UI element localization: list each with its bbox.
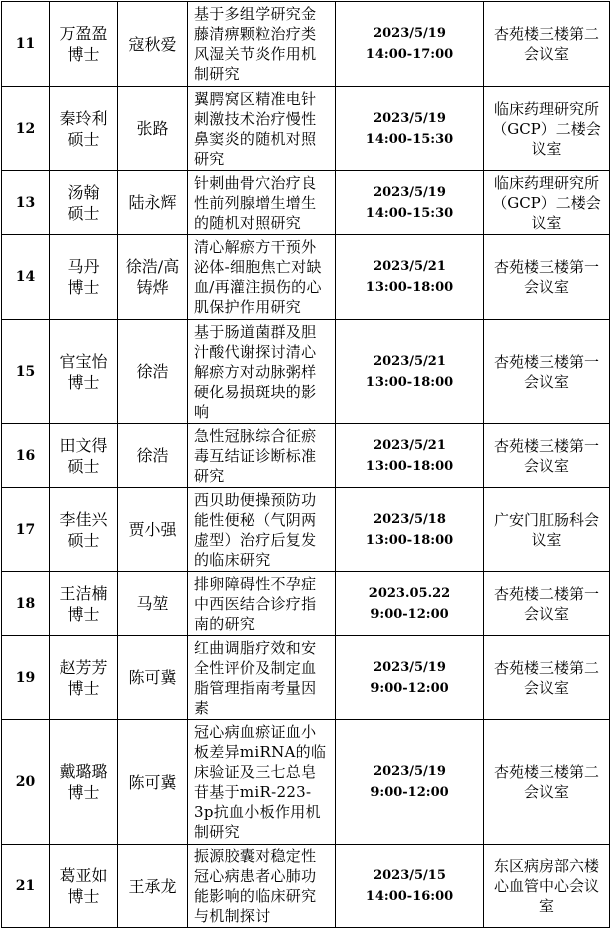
- defense-date: 2023/5/19: [373, 110, 446, 126]
- thesis-title: 排卵障碍性不孕症中西医结合诊疗指南的研究: [188, 572, 336, 636]
- table-row: [2, 488, 610, 572]
- tutor-name: 王承龙: [118, 845, 188, 928]
- defense-location: 杏苑楼三楼第一会议室: [484, 320, 610, 424]
- row-number: 13: [2, 171, 50, 235]
- thesis-title: 西贝助便操预防功能性便秘（气阴两虚型）治疗后复发的临床研究: [188, 488, 336, 572]
- defense-time-cell: [336, 2, 484, 87]
- defense-time: 9:00-12:00: [370, 785, 449, 800]
- student-degree: 硕士: [67, 129, 100, 149]
- student-degree: 博士: [67, 278, 100, 297]
- row-number: 17: [2, 488, 50, 572]
- thesis-title: 清心解瘀方干预外泌体-细胞焦亡对缺血/再灌注损伤的心肌保护作用研究: [188, 235, 336, 320]
- student-name: 戴璐璐: [59, 762, 108, 781]
- row-number: 11: [2, 2, 50, 87]
- table-row: [2, 87, 610, 171]
- tutor-name: 马堃: [118, 572, 188, 636]
- student-degree: 博士: [67, 604, 100, 624]
- student-cell: [50, 845, 118, 928]
- student-degree: 硕士: [67, 456, 100, 476]
- table-row: [2, 171, 610, 235]
- row-number: 15: [2, 320, 50, 424]
- table-row: [2, 572, 610, 636]
- student-name: 赵芳芳: [59, 657, 108, 677]
- defense-date: 2023/5/19: [373, 184, 446, 200]
- defense-time-cell: [336, 87, 484, 171]
- thesis-title: 基于肠道菌群及胆汁酸代谢探讨清心解瘀方对动脉粥样硬化易损斑块的影响: [188, 320, 336, 424]
- defense-date: 2023/5/19: [373, 659, 446, 675]
- student-degree: 博士: [67, 372, 100, 392]
- student-cell: [50, 720, 118, 845]
- row-number: 14: [2, 235, 50, 320]
- student-cell: [50, 235, 118, 320]
- student-name: 田文得: [59, 435, 108, 455]
- defense-date: 2023/5/19: [373, 26, 446, 41]
- defense-time: 13:00-18:00: [365, 532, 454, 548]
- table-row: [2, 845, 610, 928]
- student-degree: 硕士: [67, 203, 100, 223]
- defense-location: 杏苑楼二楼第一会议室: [484, 572, 610, 636]
- defense-time-cell: [336, 171, 484, 235]
- table-row: [2, 235, 610, 320]
- student-name: 秦玲利: [59, 108, 108, 128]
- table-row: [2, 2, 610, 87]
- defense-location: 东区病房部六楼心血管中心会议室: [484, 845, 610, 928]
- defense-date: 2023/5/18: [373, 511, 446, 527]
- defense-time-cell: [336, 424, 484, 488]
- thesis-title: 针刺曲骨穴治疗良性前列腺增生增生的随机对照研究: [188, 171, 336, 235]
- student-cell: [50, 87, 118, 171]
- defense-time: 14:00-15:30: [365, 205, 454, 221]
- defense-date: 2023/5/19: [373, 764, 446, 779]
- student-cell: [50, 572, 118, 636]
- defense-time: 14:00-17:00: [365, 47, 454, 62]
- student-cell: [50, 171, 118, 235]
- defense-time: 14:00-15:30: [365, 131, 454, 147]
- defense-time-cell: [336, 320, 484, 424]
- table-row: [2, 636, 610, 720]
- table-row: [2, 720, 610, 845]
- defense-time-cell: [336, 572, 484, 636]
- student-name: 李佳兴: [59, 509, 108, 529]
- student-degree: 硕士: [67, 530, 100, 550]
- tutor-name: 陈可冀: [118, 636, 188, 720]
- thesis-title: 基于多组学研究金藤清痹颗粒治疗类风湿关节炎作用机制研究: [188, 2, 336, 87]
- student-degree: 博士: [67, 45, 100, 64]
- table-row: [2, 424, 610, 488]
- defense-location: 临床药理研究所（GCP）二楼会议室: [484, 87, 610, 171]
- student-degree: 博士: [67, 887, 100, 906]
- student-name: 葛亚如: [59, 866, 108, 885]
- row-number: 16: [2, 424, 50, 488]
- defense-time: 9:00-12:00: [370, 606, 449, 622]
- thesis-title: 翼腭窝区精准电针刺激技术治疗慢性鼻窦炎的随机对照研究: [188, 87, 336, 171]
- defense-location: 杏苑楼三楼第二会议室: [484, 720, 610, 845]
- table-body: [2, 2, 610, 928]
- defense-location: 杏苑楼三楼第一会议室: [484, 424, 610, 488]
- defense-date: 2023/5/21: [373, 437, 446, 453]
- thesis-title: 红曲调脂疗效和安全性评价及制定血脂管理指南考量因素: [188, 636, 336, 720]
- tutor-name: 徐浩/高铸烨: [118, 235, 188, 320]
- tutor-name: 徐浩: [118, 424, 188, 488]
- tutor-name: 陈可冀: [118, 720, 188, 845]
- defense-location: 杏苑楼三楼第一会议室: [484, 235, 610, 320]
- student-cell: [50, 424, 118, 488]
- defense-time-cell: [336, 235, 484, 320]
- defense-date: 2023/5/15: [373, 868, 446, 883]
- defense-date: 2023/5/21: [373, 353, 446, 369]
- student-name: 马丹: [67, 257, 100, 276]
- row-number: 18: [2, 572, 50, 636]
- tutor-name: 贾小强: [118, 488, 188, 572]
- student-name: 汤翰: [67, 182, 100, 202]
- defense-location: 临床药理研究所（GCP）二楼会议室: [484, 171, 610, 235]
- student-name: 王洁楠: [59, 583, 108, 603]
- defense-schedule-table: [1, 1, 610, 928]
- row-number: 19: [2, 636, 50, 720]
- row-number: 20: [2, 720, 50, 845]
- defense-date: 2023.05.22: [368, 585, 451, 601]
- student-degree: 博士: [67, 783, 100, 802]
- defense-time-cell: [336, 845, 484, 928]
- thesis-title: 振源胶囊对稳定性冠心病患者心肺功能影响的临床研究与机制探讨: [188, 845, 336, 928]
- student-cell: [50, 320, 118, 424]
- tutor-name: 寇秋爱: [118, 2, 188, 87]
- defense-location: 杏苑楼三楼第二会议室: [484, 636, 610, 720]
- defense-time-cell: [336, 636, 484, 720]
- defense-time-cell: [336, 488, 484, 572]
- defense-time: 13:00-18:00: [365, 458, 454, 474]
- defense-time: 9:00-12:00: [370, 680, 449, 696]
- table-row: [2, 320, 610, 424]
- row-number: 12: [2, 87, 50, 171]
- defense-time-cell: [336, 720, 484, 845]
- tutor-name: 张路: [118, 87, 188, 171]
- student-cell: [50, 2, 118, 87]
- thesis-title: 急性冠脉综合征瘀毒互结证诊断标准研究: [188, 424, 336, 488]
- defense-time: 13:00-18:00: [365, 280, 454, 295]
- row-number: 21: [2, 845, 50, 928]
- tutor-name: 陆永辉: [118, 171, 188, 235]
- student-degree: 博士: [67, 678, 100, 698]
- defense-location: 广安门肛肠科会议室: [484, 488, 610, 572]
- thesis-title: 冠心病血瘀证血小板差异miRNA的临床验证及三七总皂苷基于miR-223-3p抗血小板作用机制研究: [188, 720, 336, 845]
- student-name: 万盈盈: [59, 24, 108, 43]
- defense-date: 2023/5/21: [373, 259, 446, 274]
- defense-time: 13:00-18:00: [365, 374, 454, 390]
- student-cell: [50, 636, 118, 720]
- student-cell: [50, 488, 118, 572]
- defense-time: 14:00-16:00: [365, 889, 454, 904]
- student-name: 官宝怡: [59, 351, 108, 371]
- tutor-name: 徐浩: [118, 320, 188, 424]
- defense-location: 杏苑楼三楼第二会议室: [484, 2, 610, 87]
